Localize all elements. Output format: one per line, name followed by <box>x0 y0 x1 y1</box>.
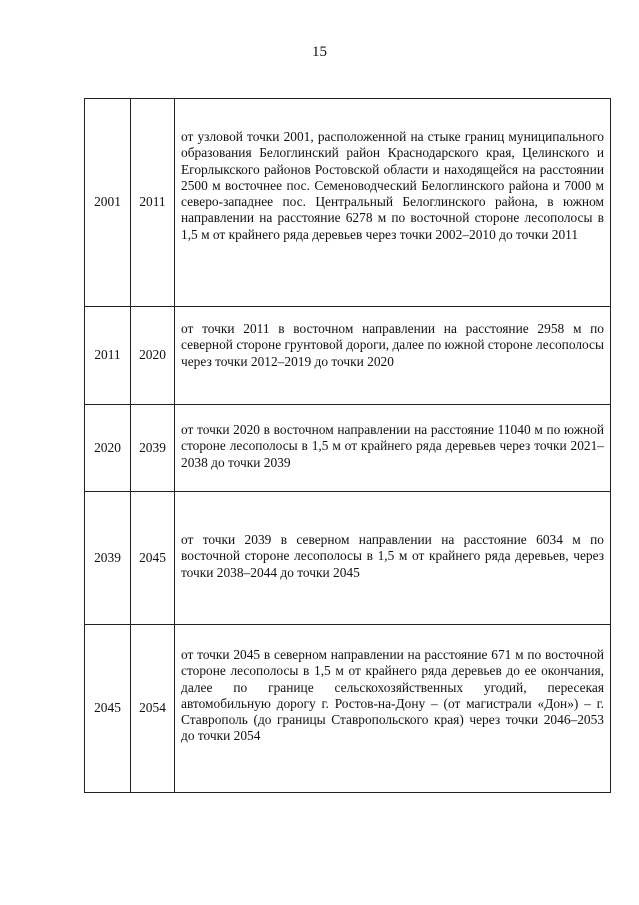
route-description-cell: от узловой точки 2001, расположенной на стыке границ муниципального образования Белоглинский район Краснодарского края, Целинского и Егорлыкского районов Ростовской области и находящейся на расстоянии 2500 м восточнее пос. Семеноводческий Белоглинского района и 7000 м северо-западнее пос. Центральный Белоглинского района, в южном направлении на расстояние 6278 м по восточной стороне лесополосы в 1,5 м от крайнего ряда деревьев через точки 2002–2010 до точки 2011 <box>175 99 611 307</box>
boundary-description-table <box>84 98 611 793</box>
table-row <box>85 99 611 307</box>
table-row <box>85 307 611 405</box>
to-point-cell: 2011 <box>131 99 175 307</box>
to-point-cell: 2020 <box>131 307 175 405</box>
from-point-cell: 2020 <box>85 405 131 492</box>
from-point-cell: 2011 <box>85 307 131 405</box>
table-row <box>85 492 611 625</box>
to-point-cell: 2045 <box>131 492 175 625</box>
to-point-cell: 2039 <box>131 405 175 492</box>
table-row <box>85 405 611 492</box>
from-point-cell: 2039 <box>85 492 131 625</box>
table-row <box>85 625 611 793</box>
route-description-cell: от точки 2011 в восточном направлении на расстояние 2958 м по северной стороне грунтовой дороги, далее по южной стороне лесополосы через точки 2012–2019 до точки 2020 <box>175 307 611 405</box>
to-point-cell: 2054 <box>131 625 175 793</box>
route-description-cell: от точки 2039 в северном направлении на расстояние 6034 м по восточной стороне лесополосы в 1,5 м от крайнего ряда деревьев, через точки 2038–2044 до точки 2045 <box>175 492 611 625</box>
from-point-cell: 2001 <box>85 99 131 307</box>
route-description-cell: от точки 2020 в восточном направлении на расстояние 11040 м по южной стороне лесополосы в 1,5 м от крайнего ряда деревьев через точки 2021–2038 до точки 2039 <box>175 405 611 492</box>
from-point-cell: 2045 <box>85 625 131 793</box>
page-number: 15 <box>312 44 327 60</box>
route-description-cell: от точки 2045 в северном направлении на расстояние 671 м по восточной стороне лесополосы в 1,5 м от крайнего ряда деревьев до ее окончания, далее по границе сельскохозяйственных угодий, пересекая автомобильную дорогу г. Ростов-на-Дону – (от магистрали «Дон») – г. Ставрополь (до границы Ставропольского края) через точки 2046–2053 до точки 2054 <box>175 625 611 793</box>
